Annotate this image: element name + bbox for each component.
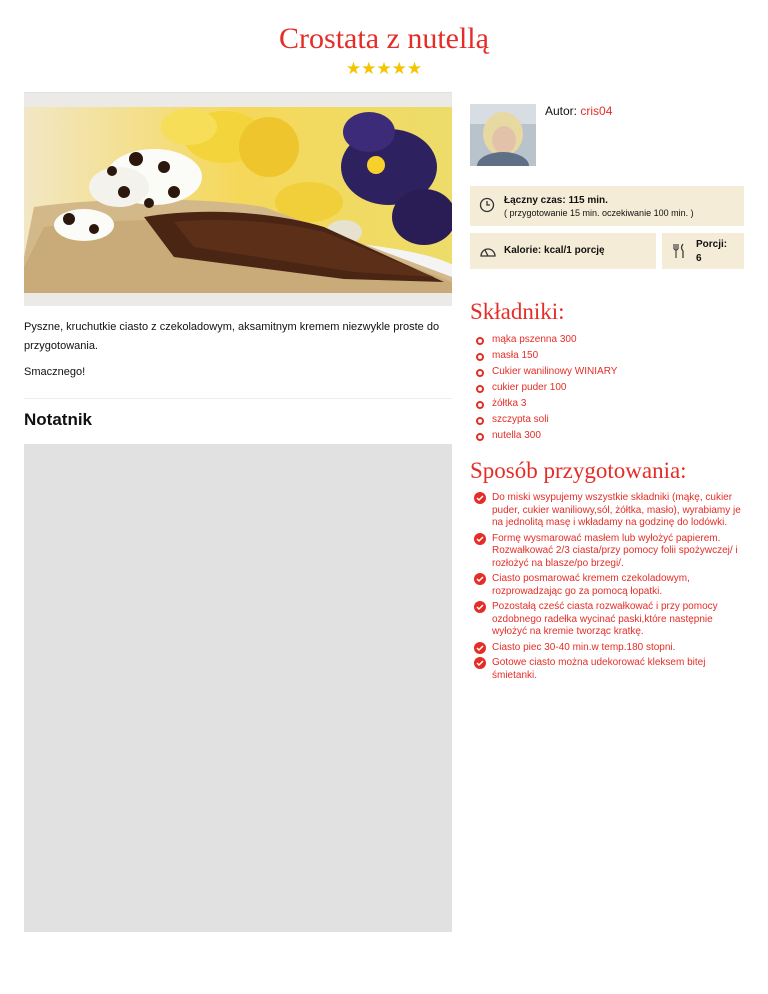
author-label: Autor: (545, 104, 578, 118)
gauge-icon (479, 244, 497, 258)
recipe-description: Pyszne, kruchutkie ciasto z czekoladowym, aksamitnym kremem niezwykle proste do przygotowania. (24, 321, 440, 352)
bullet-icon (476, 385, 484, 393)
bullet-icon (476, 353, 484, 361)
total-time-box (470, 186, 744, 226)
check-icon (474, 533, 486, 545)
ingredient-text: mąka pszenna 300 (492, 334, 577, 345)
bullet-icon (476, 433, 484, 441)
ingredient-item (476, 380, 617, 396)
photo-frame (24, 92, 452, 306)
total-time-detail: ( przygotowanie 15 min. oczekiwanie 100 min. ) (504, 208, 694, 218)
portions-box (662, 233, 744, 269)
star-icon[interactable]: ★ (406, 59, 423, 78)
ingredient-text: Cukier wanilinowy WINIARY (492, 366, 618, 377)
cutlery-icon (672, 243, 686, 259)
ingredient-item (476, 348, 617, 364)
check-icon (474, 492, 486, 504)
bullet-icon (476, 337, 484, 345)
ingredient-item (476, 412, 617, 428)
step-item (474, 657, 746, 682)
step-item (474, 601, 746, 639)
notes-heading: Notatnik (24, 410, 92, 429)
portions-value: 6 (696, 253, 702, 264)
author-name-link[interactable]: cris04 (580, 104, 613, 118)
divider (24, 398, 452, 399)
step-text: Formę wysmarować masłem lub wyłożyć papierem. Rozwałkować 2/3 ciasta/przy pomocy folii spożywczej/ i rozłożyć na blasze/po brzegi/. (492, 532, 738, 569)
step-item (474, 533, 746, 571)
ingredient-text: cukier puder 100 (492, 382, 567, 393)
ingredient-item (476, 332, 617, 348)
ingredient-item (476, 428, 617, 444)
step-item (474, 573, 746, 598)
clock-icon (479, 197, 495, 213)
ingredient-text: żółtka 3 (492, 398, 527, 409)
check-icon (474, 573, 486, 585)
preparation-heading: Sposób przygotowania: (470, 458, 687, 483)
portions-label: Porcji: (696, 239, 728, 250)
bullet-icon (476, 401, 484, 409)
star-icon[interactable]: ★ (391, 59, 407, 78)
author-avatar[interactable] (470, 104, 536, 166)
check-icon (474, 642, 486, 654)
step-text: Ciasto piec 30-40 min.w temp.180 stopni. (492, 641, 676, 653)
star-icon[interactable]: ★ (376, 59, 392, 78)
bullet-icon (476, 369, 484, 377)
calories-box (470, 233, 656, 269)
step-text: Pozostałą cześć ciasta rozwałkować i przy pomocy ozdobnego radełka wycinać paski,które następnie wyłożyć na kremie tworząc kratkę. (492, 601, 718, 637)
ingredients-list (476, 332, 617, 444)
ingredient-text: nutella 300 (492, 430, 541, 441)
step-text: Do miski wsypujemy wszystkie składniki (mąkę, cukier puder, cukier waniliowy,sól, żółtka, masło), wyrabiamy je na jednolitą masę i wkładamy na godzinę do lodówki. (492, 492, 741, 528)
recipe-title: Crostata z nutellą (279, 22, 489, 55)
step-item (474, 492, 746, 530)
preparation-steps (474, 492, 746, 685)
portions-info (696, 238, 727, 266)
total-time-label: Łączny czas: 115 min. (504, 195, 608, 206)
step-text: Gotowe ciasto można udekorować kleksem bitej śmietanki. (492, 657, 706, 681)
ingredient-item (476, 396, 617, 412)
recipe-photo (24, 107, 452, 293)
check-icon (474, 657, 486, 669)
ingredient-item (476, 364, 617, 380)
step-item (474, 642, 746, 655)
check-icon (474, 601, 486, 613)
author-line (545, 104, 612, 118)
ingredients-heading: Składniki: (470, 299, 565, 324)
notes-area[interactable] (24, 444, 452, 932)
star-icon[interactable]: ★ (361, 59, 377, 78)
ingredient-text: masła 150 (492, 350, 539, 361)
ingredient-text: szczypta soli (492, 414, 549, 425)
recipe-closing: Smacznego! (24, 366, 86, 378)
rating-stars[interactable] (0, 60, 768, 79)
bullet-icon (476, 417, 484, 425)
star-icon[interactable]: ★ (345, 59, 362, 78)
step-text: Ciasto posmarować kremem czekoladowym, rozprowadzając go za pomocą łopatki. (492, 573, 690, 597)
calories-label: Kalorie: kcal/1 porcję (504, 245, 605, 256)
